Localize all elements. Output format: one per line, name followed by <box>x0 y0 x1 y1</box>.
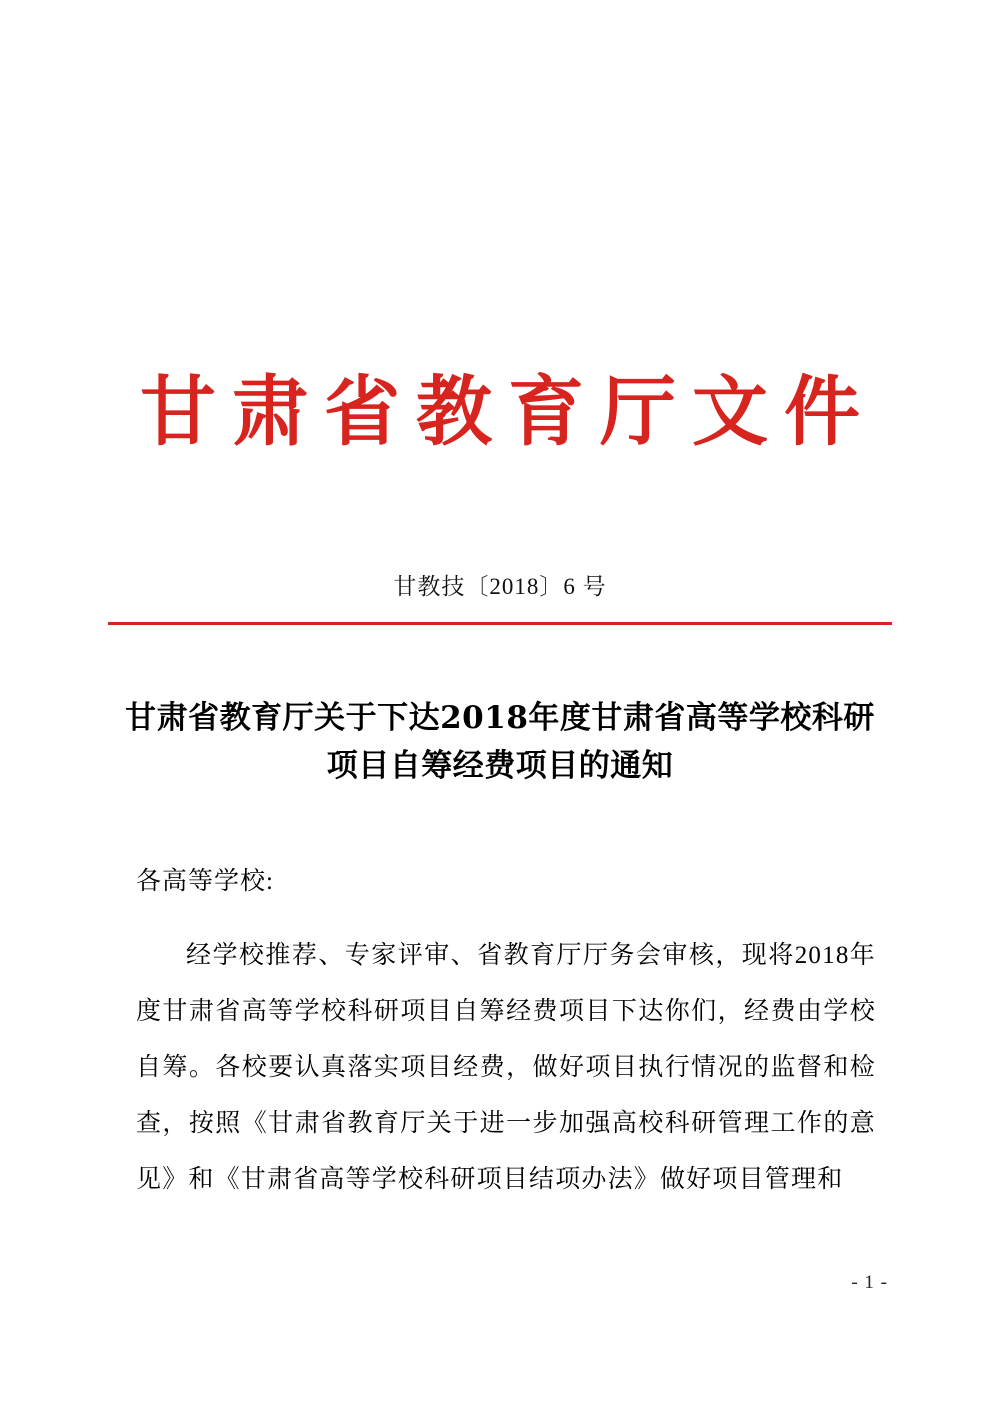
page-number: - 1 - <box>851 1272 888 1293</box>
document-number: 甘教技〔2018〕6 号 <box>393 574 607 599</box>
page-title: 甘肃省教育厅关于下达2018年度甘肃省高等学校科研项目自筹经费项目的通知 <box>125 700 875 785</box>
body-text-block <box>136 928 876 1208</box>
salutation-line: 各高等学校: <box>136 868 274 895</box>
red-divider-rule <box>108 622 892 625</box>
body-paragraph: 经学校推荐、专家评审、省教育厅厅务会审核，现将2018年度甘肃省高等学校科研项目自筹经费项目下达你们，经费由学校自筹。各校要认真落实项目经费，做好项目执行情况的监督和检查，按照《甘肃省教育厅关于进一步加强高校科研管理工作的意见》和《甘肃省高等学校科研项目结项办法》做好项目管理和 <box>136 942 876 1193</box>
masthead-title: 甘肃省教育厅文件 <box>140 367 876 456</box>
